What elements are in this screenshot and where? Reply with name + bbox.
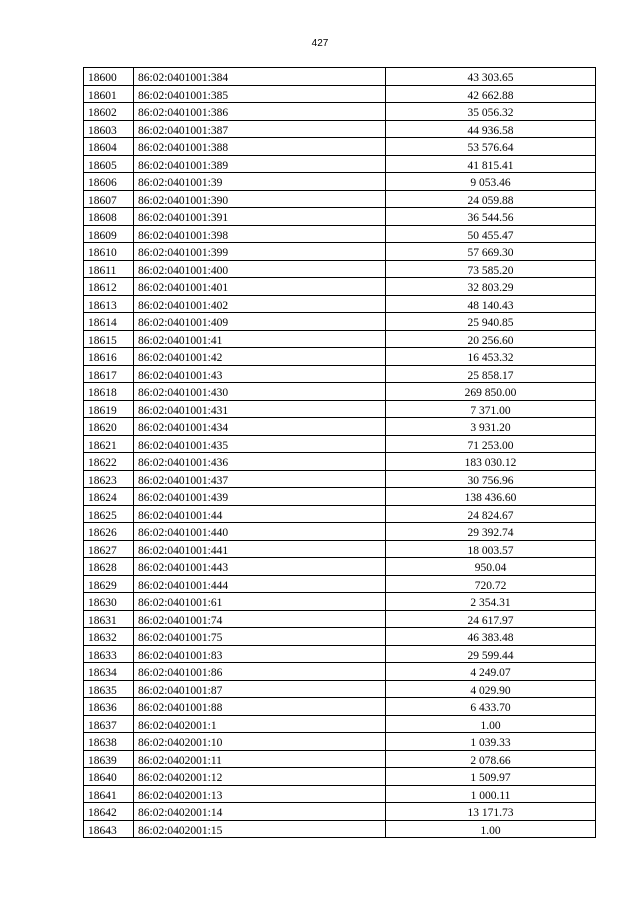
cadastral-number-cell: 86:02:0401001:387 — [134, 120, 386, 138]
cadastral-value-cell: 44 936.58 — [386, 120, 596, 138]
row-number-cell: 18600 — [84, 68, 134, 86]
table-body — [84, 68, 596, 838]
row-number-cell: 18605 — [84, 155, 134, 173]
table-row — [84, 103, 596, 121]
cadastral-number-cell: 86:02:0401001:86 — [134, 663, 386, 681]
table-row — [84, 435, 596, 453]
cadastral-value-cell: 6 433.70 — [386, 698, 596, 716]
table-row — [84, 365, 596, 383]
row-number-cell: 18619 — [84, 400, 134, 418]
row-number-cell: 18634 — [84, 663, 134, 681]
table-row — [84, 628, 596, 646]
table-row — [84, 820, 596, 838]
row-number-cell: 18617 — [84, 365, 134, 383]
table-row — [84, 505, 596, 523]
row-number-cell: 18611 — [84, 260, 134, 278]
row-number-cell: 18633 — [84, 645, 134, 663]
cadastral-number-cell: 86:02:0401001:398 — [134, 225, 386, 243]
table-row — [84, 453, 596, 471]
cadastral-value-cell: 25 858.17 — [386, 365, 596, 383]
cadastral-number-cell: 86:02:0401001:87 — [134, 680, 386, 698]
table-row — [84, 558, 596, 576]
cadastral-number-cell: 86:02:0401001:389 — [134, 155, 386, 173]
cadastral-number-cell: 86:02:0402001:1 — [134, 715, 386, 733]
table-row — [84, 295, 596, 313]
cadastral-value-cell: 48 140.43 — [386, 295, 596, 313]
cadastral-number-cell: 86:02:0401001:402 — [134, 295, 386, 313]
cadastral-value-cell: 7 371.00 — [386, 400, 596, 418]
row-number-cell: 18601 — [84, 85, 134, 103]
cadastral-number-cell: 86:02:0401001:439 — [134, 488, 386, 506]
cadastral-value-cell: 950.04 — [386, 558, 596, 576]
row-number-cell: 18616 — [84, 348, 134, 366]
cadastral-value-cell: 1.00 — [386, 820, 596, 838]
cadastral-value-cell: 29 392.74 — [386, 523, 596, 541]
table-row — [84, 208, 596, 226]
row-number-cell: 18627 — [84, 540, 134, 558]
row-number-cell: 18609 — [84, 225, 134, 243]
cadastral-number-cell: 86:02:0401001:44 — [134, 505, 386, 523]
cadastral-value-cell: 24 617.97 — [386, 610, 596, 628]
table-row — [84, 155, 596, 173]
table-row — [84, 610, 596, 628]
cadastral-value-cell: 13 171.73 — [386, 803, 596, 821]
row-number-cell: 18615 — [84, 330, 134, 348]
table-row — [84, 768, 596, 786]
row-number-cell: 18618 — [84, 383, 134, 401]
table-row — [84, 733, 596, 751]
row-number-cell: 18613 — [84, 295, 134, 313]
row-number-cell: 18638 — [84, 733, 134, 751]
cadastral-number-cell: 86:02:0401001:436 — [134, 453, 386, 471]
table-row — [84, 488, 596, 506]
row-number-cell: 18612 — [84, 278, 134, 296]
cadastral-number-cell: 86:02:0401001:440 — [134, 523, 386, 541]
table-row — [84, 138, 596, 156]
cadastral-value-cell: 35 056.32 — [386, 103, 596, 121]
cadastral-value-cell: 4 029.90 — [386, 680, 596, 698]
cadastral-number-cell: 86:02:0401001:384 — [134, 68, 386, 86]
row-number-cell: 18624 — [84, 488, 134, 506]
row-number-cell: 18632 — [84, 628, 134, 646]
table-row — [84, 698, 596, 716]
cadastral-value-cell: 20 256.60 — [386, 330, 596, 348]
cadastral-value-cell: 29 599.44 — [386, 645, 596, 663]
row-number-cell: 18608 — [84, 208, 134, 226]
row-number-cell: 18626 — [84, 523, 134, 541]
row-number-cell: 18642 — [84, 803, 134, 821]
cadastral-value-cell: 73 585.20 — [386, 260, 596, 278]
row-number-cell: 18635 — [84, 680, 134, 698]
cadastral-value-cell: 2 354.31 — [386, 593, 596, 611]
table-row — [84, 645, 596, 663]
cadastral-value-cell: 30 756.96 — [386, 470, 596, 488]
cadastral-number-cell: 86:02:0401001:437 — [134, 470, 386, 488]
row-number-cell: 18602 — [84, 103, 134, 121]
cadastral-number-cell: 86:02:0401001:42 — [134, 348, 386, 366]
cadastral-value-cell: 24 059.88 — [386, 190, 596, 208]
table-row — [84, 120, 596, 138]
table-row — [84, 785, 596, 803]
row-number-cell: 18614 — [84, 313, 134, 331]
table-row — [84, 803, 596, 821]
cadastral-number-cell: 86:02:0401001:444 — [134, 575, 386, 593]
row-number-cell: 18610 — [84, 243, 134, 261]
table-row — [84, 680, 596, 698]
row-number-cell: 18636 — [84, 698, 134, 716]
row-number-cell: 18643 — [84, 820, 134, 838]
table-row — [84, 313, 596, 331]
cadastral-value-cell: 1.00 — [386, 715, 596, 733]
cadastral-number-cell: 86:02:0401001:43 — [134, 365, 386, 383]
table-row — [84, 190, 596, 208]
cadastral-number-cell: 86:02:0401001:88 — [134, 698, 386, 716]
cadastral-number-cell: 86:02:0401001:74 — [134, 610, 386, 628]
cadastral-number-cell: 86:02:0401001:399 — [134, 243, 386, 261]
row-number-cell: 18625 — [84, 505, 134, 523]
cadastral-value-cell: 32 803.29 — [386, 278, 596, 296]
cadastral-number-cell: 86:02:0402001:14 — [134, 803, 386, 821]
cadastral-value-cell: 16 453.32 — [386, 348, 596, 366]
cadastral-number-cell: 86:02:0401001:83 — [134, 645, 386, 663]
cadastral-value-cell: 720.72 — [386, 575, 596, 593]
table-row — [84, 750, 596, 768]
cadastral-number-cell: 86:02:0402001:10 — [134, 733, 386, 751]
row-number-cell: 18622 — [84, 453, 134, 471]
cadastral-value-cell: 36 544.56 — [386, 208, 596, 226]
table-row — [84, 540, 596, 558]
cadastral-number-cell: 86:02:0402001:13 — [134, 785, 386, 803]
table-row — [84, 260, 596, 278]
cadastral-value-cell: 1 000.11 — [386, 785, 596, 803]
table-row — [84, 593, 596, 611]
cadastral-value-cell: 46 383.48 — [386, 628, 596, 646]
cadastral-number-cell: 86:02:0401001:401 — [134, 278, 386, 296]
cadastral-value-cell: 57 669.30 — [386, 243, 596, 261]
row-number-cell: 18620 — [84, 418, 134, 436]
cadastral-value-table — [83, 67, 596, 838]
table-row — [84, 663, 596, 681]
cadastral-number-cell: 86:02:0402001:11 — [134, 750, 386, 768]
table-row — [84, 523, 596, 541]
cadastral-number-cell: 86:02:0401001:390 — [134, 190, 386, 208]
row-number-cell: 18606 — [84, 173, 134, 191]
cadastral-number-cell: 86:02:0401001:39 — [134, 173, 386, 191]
cadastral-value-cell: 24 824.67 — [386, 505, 596, 523]
row-number-cell: 18639 — [84, 750, 134, 768]
cadastral-value-cell: 2 078.66 — [386, 750, 596, 768]
cadastral-value-cell: 269 850.00 — [386, 383, 596, 401]
cadastral-value-cell: 138 436.60 — [386, 488, 596, 506]
cadastral-value-cell: 3 931.20 — [386, 418, 596, 436]
cadastral-number-cell: 86:02:0401001:385 — [134, 85, 386, 103]
row-number-cell: 18637 — [84, 715, 134, 733]
table-row — [84, 278, 596, 296]
cadastral-number-cell: 86:02:0401001:388 — [134, 138, 386, 156]
cadastral-value-cell: 25 940.85 — [386, 313, 596, 331]
row-number-cell: 18623 — [84, 470, 134, 488]
cadastral-number-cell: 86:02:0401001:435 — [134, 435, 386, 453]
row-number-cell: 18629 — [84, 575, 134, 593]
table-row — [84, 470, 596, 488]
cadastral-value-cell: 42 662.88 — [386, 85, 596, 103]
cadastral-number-cell: 86:02:0401001:61 — [134, 593, 386, 611]
cadastral-value-cell: 53 576.64 — [386, 138, 596, 156]
cadastral-number-cell: 86:02:0401001:441 — [134, 540, 386, 558]
cadastral-value-cell: 50 455.47 — [386, 225, 596, 243]
row-number-cell: 18631 — [84, 610, 134, 628]
table-row — [84, 173, 596, 191]
table-row — [84, 330, 596, 348]
table-row — [84, 243, 596, 261]
cadastral-value-cell: 9 053.46 — [386, 173, 596, 191]
cadastral-value-cell: 183 030.12 — [386, 453, 596, 471]
cadastral-number-cell: 86:02:0402001:12 — [134, 768, 386, 786]
table-row — [84, 400, 596, 418]
cadastral-number-cell: 86:02:0401001:431 — [134, 400, 386, 418]
cadastral-number-cell: 86:02:0401001:400 — [134, 260, 386, 278]
table-row — [84, 383, 596, 401]
table-row — [84, 68, 596, 86]
cadastral-value-cell: 43 303.65 — [386, 68, 596, 86]
cadastral-value-cell: 41 815.41 — [386, 155, 596, 173]
cadastral-number-cell: 86:02:0402001:15 — [134, 820, 386, 838]
table-row — [84, 575, 596, 593]
cadastral-number-cell: 86:02:0401001:391 — [134, 208, 386, 226]
cadastral-value-cell: 1 039.33 — [386, 733, 596, 751]
cadastral-number-cell: 86:02:0401001:409 — [134, 313, 386, 331]
row-number-cell: 18621 — [84, 435, 134, 453]
cadastral-number-cell: 86:02:0401001:434 — [134, 418, 386, 436]
cadastral-number-cell: 86:02:0401001:430 — [134, 383, 386, 401]
row-number-cell: 18641 — [84, 785, 134, 803]
cadastral-number-cell: 86:02:0401001:386 — [134, 103, 386, 121]
cadastral-value-cell: 4 249.07 — [386, 663, 596, 681]
table-row — [84, 85, 596, 103]
page-number: 427 — [311, 38, 329, 49]
cadastral-value-cell: 71 253.00 — [386, 435, 596, 453]
row-number-cell: 18640 — [84, 768, 134, 786]
cadastral-number-cell: 86:02:0401001:443 — [134, 558, 386, 576]
table-row — [84, 715, 596, 733]
row-number-cell: 18604 — [84, 138, 134, 156]
row-number-cell: 18630 — [84, 593, 134, 611]
row-number-cell: 18607 — [84, 190, 134, 208]
row-number-cell: 18603 — [84, 120, 134, 138]
table-row — [84, 348, 596, 366]
table-row — [84, 225, 596, 243]
cadastral-number-cell: 86:02:0401001:41 — [134, 330, 386, 348]
cadastral-value-cell: 1 509.97 — [386, 768, 596, 786]
row-number-cell: 18628 — [84, 558, 134, 576]
cadastral-number-cell: 86:02:0401001:75 — [134, 628, 386, 646]
table-row — [84, 418, 596, 436]
cadastral-value-cell: 18 003.57 — [386, 540, 596, 558]
